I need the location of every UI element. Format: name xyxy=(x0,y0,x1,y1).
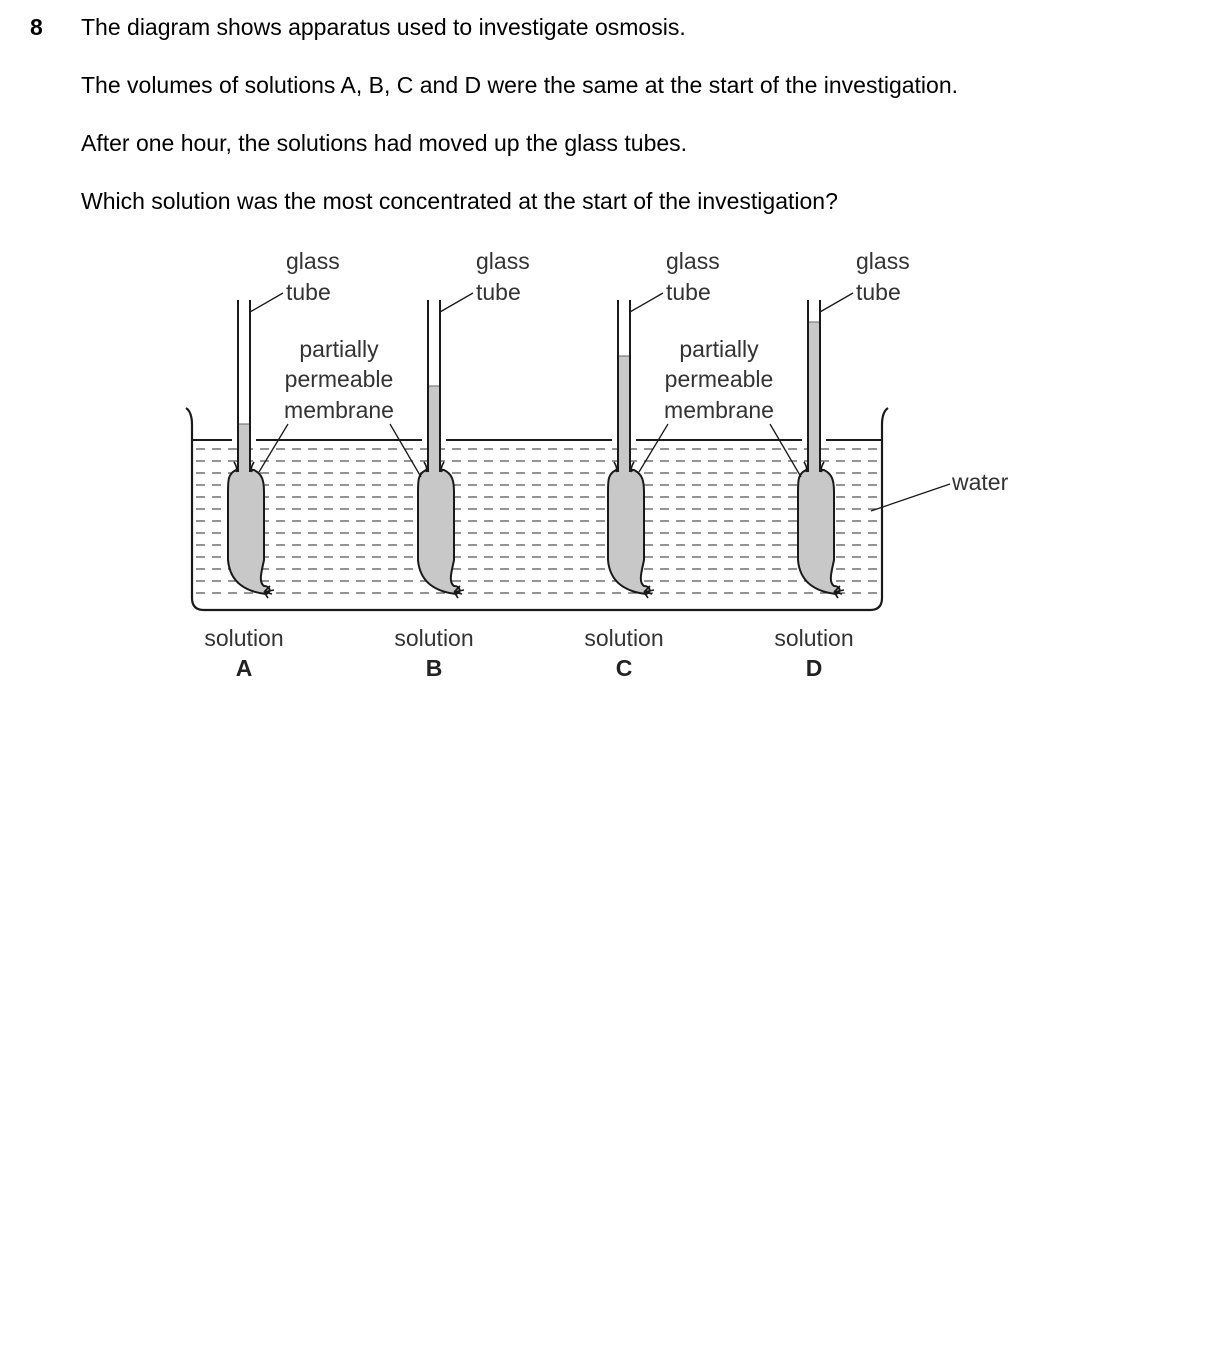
question-text-line-4: Which solution was the most concentrated at the start of the investigation? xyxy=(81,188,838,214)
water-label: water xyxy=(952,469,1009,495)
permeable-label-2: permeable xyxy=(664,366,774,392)
glass-tube-leader-a xyxy=(250,293,283,312)
question-number: 8 xyxy=(30,14,43,40)
membrane-label-2: membrane xyxy=(664,397,774,423)
membrane-leader-1 xyxy=(259,424,288,472)
solution-letter-c: C xyxy=(615,655,633,681)
question-text-line-2: The volumes of solutions A, B, C and D were the same at the start of the investigation. xyxy=(81,72,959,98)
question-text-line-3: After one hour, the solutions had moved up the glass tubes. xyxy=(81,130,688,156)
question-text-line-1: The diagram shows apparatus used to investigate osmosis. xyxy=(81,14,686,40)
partially-label-2: partially xyxy=(679,336,759,362)
partially-label-1: partially xyxy=(299,336,379,362)
membrane-leader-3 xyxy=(639,424,668,472)
solution-label-a: solution xyxy=(204,625,284,651)
tube-label-d: tube xyxy=(856,279,901,305)
water-dashes xyxy=(196,449,878,593)
solution-column-c xyxy=(619,356,629,472)
solution-letter-d: D xyxy=(805,655,823,681)
glass-tube-leader-b xyxy=(440,293,473,312)
glass-tube-leader-c xyxy=(630,293,663,312)
membrane-leader-2 xyxy=(390,424,421,477)
tube-label-b: tube xyxy=(476,279,521,305)
glass-label-b: glass xyxy=(476,248,530,274)
solution-label-d: solution xyxy=(774,625,854,651)
tube-label-c: tube xyxy=(666,279,711,305)
tube-label-a: tube xyxy=(286,279,331,305)
glass-tube-leader-d xyxy=(820,293,853,312)
solution-letter-b: B xyxy=(425,655,443,681)
membrane-leader-4 xyxy=(770,424,801,477)
solution-column-a xyxy=(239,424,249,472)
glass-label-c: glass xyxy=(666,248,720,274)
glass-label-d: glass xyxy=(856,248,910,274)
solution-letter-a: A xyxy=(235,655,253,681)
solution-label-c: solution xyxy=(584,625,664,651)
membrane-label-1: membrane xyxy=(284,397,394,423)
solution-column-d xyxy=(809,322,819,472)
solution-label-b: solution xyxy=(394,625,474,651)
glass-label-a: glass xyxy=(286,248,340,274)
permeable-label-1: permeable xyxy=(284,366,394,392)
solution-column-b xyxy=(429,386,439,472)
